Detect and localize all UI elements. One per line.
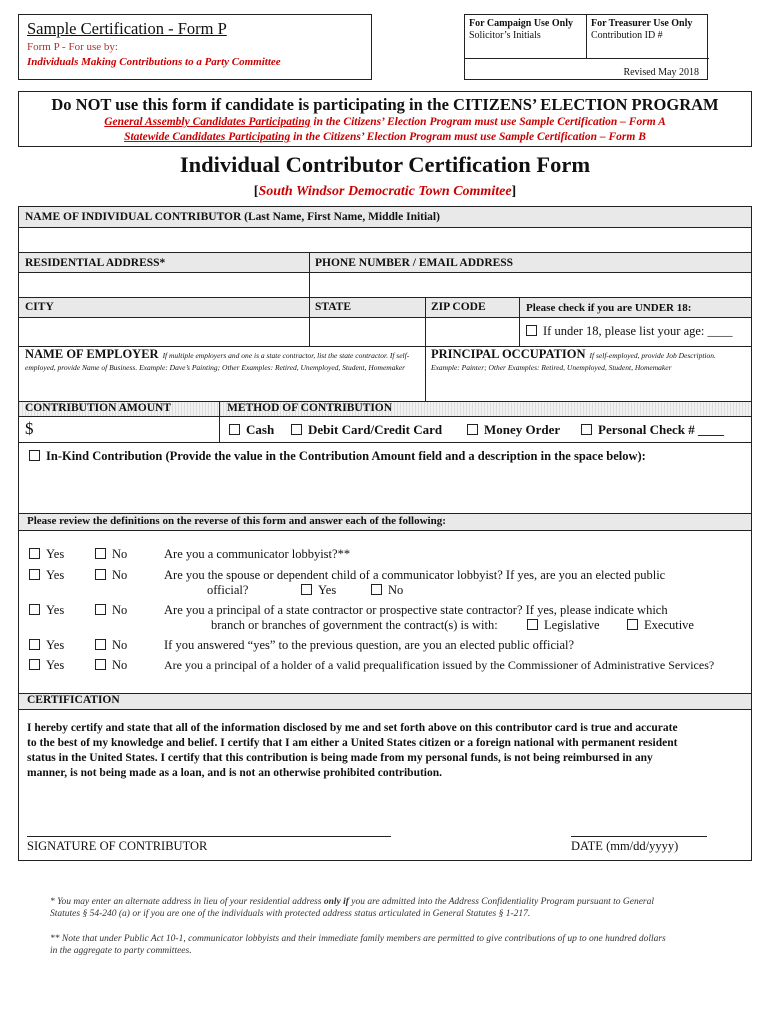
- certification-block: [19, 710, 751, 860]
- name-label: NAME OF INDIVIDUAL CONTRIBUTOR (Last Name, First Name, Middle Initial): [25, 211, 440, 223]
- yes-label: Yes: [46, 638, 65, 652]
- inkind-description-input[interactable]: [19, 467, 751, 513]
- q2-official-yes[interactable]: [301, 583, 336, 598]
- cep-notice-heading: Do NOT use this form if candidate is participating in the CITIZENS’ ELECTION PROGRAM: [51, 95, 719, 114]
- under-18-label: Please check if you are UNDER 18:: [526, 302, 692, 314]
- form-header-audience: Individuals Making Contributions to a Party Committee: [27, 56, 281, 68]
- footnote-1-line-2: Statutes § 54-240 (a) or if you are one of the individuals with protected address status articulated in General Statutes § 1-217.: [50, 909, 531, 919]
- city-label-row: [19, 298, 751, 317]
- form-b-text: in the Citizens’ Election Program must use Sample Certification – Form B: [290, 131, 646, 143]
- occupation-label: PRINCIPAL OCCUPATION: [431, 347, 586, 361]
- date-label: DATE (mm/dd/yyyy): [571, 839, 679, 853]
- campaign-use-title: For Campaign Use Only: [469, 18, 573, 29]
- employer-label-row: [19, 347, 751, 377]
- q3-executive-checkbox[interactable]: [627, 619, 638, 630]
- committee-name-line: [0, 184, 770, 200]
- inkind-label: In-Kind Contribution (Provide the value in the Contribution Amount field and a description in the space below):: [46, 449, 646, 463]
- certification-text: [27, 721, 749, 781]
- zip-label: ZIP CODE: [431, 301, 486, 313]
- q5-yes-checkbox[interactable]: [29, 659, 40, 670]
- q2-yes-checkbox[interactable]: [29, 569, 40, 580]
- card-label: Debit Card/Credit Card: [308, 422, 443, 437]
- contribution-label-row: [19, 402, 751, 416]
- under-18-checkbox[interactable]: [526, 325, 537, 336]
- occupation-input[interactable]: [426, 377, 751, 401]
- q5-no-checkbox[interactable]: [95, 659, 106, 670]
- phone-email-input[interactable]: [310, 273, 751, 297]
- address-input[interactable]: [19, 273, 309, 297]
- under-18-age-text: If under 18, please list your age: ____: [543, 324, 733, 338]
- card-checkbox[interactable]: [291, 424, 302, 435]
- q2-no-checkbox[interactable]: [95, 569, 106, 580]
- yes-label: Yes: [46, 603, 65, 617]
- q1-no[interactable]: [95, 547, 127, 562]
- revised-date: Revised May 2018: [623, 67, 699, 78]
- cash-label: Cash: [246, 422, 275, 437]
- footnote-2-line-2: in the aggregate to party committees.: [50, 946, 192, 956]
- date-input[interactable]: [571, 836, 707, 837]
- occupation-note-2: Example: Painter; Other Examples: Retired, Unemployed, Student, Homemaker: [431, 363, 672, 372]
- q2-text: Are you the spouse or dependent child of a communicator lobbyist? If yes, are you an elected public: [164, 568, 666, 582]
- q4-no[interactable]: [95, 638, 127, 653]
- treasurer-use-cell: [587, 15, 709, 59]
- q3-text: Are you a principal of a state contractor or prospective state contractor? If yes, please indicate which: [164, 603, 668, 617]
- footnote-1-post: you are admitted into the Address Confidentiality Program pursuant to General: [348, 897, 655, 907]
- name-label-row: [19, 207, 751, 227]
- employer-label: NAME OF EMPLOYER: [25, 347, 159, 361]
- yes-label: Yes: [46, 658, 65, 672]
- q1-yes-checkbox[interactable]: [29, 548, 40, 559]
- signature-input[interactable]: [27, 836, 391, 837]
- no-label: No: [112, 603, 128, 617]
- q3-legislative-checkbox[interactable]: [527, 619, 538, 630]
- occupation-note-1: If self-employed, provide Job Description.: [589, 351, 716, 360]
- solicitor-initials-field[interactable]: Solicitor’s Initials: [469, 30, 541, 41]
- state-label: STATE: [315, 301, 352, 313]
- address-label-row: [19, 253, 751, 272]
- address-inputs-row: [19, 273, 751, 297]
- form-header-title: Sample Certification - Form P: [27, 19, 227, 38]
- contribution-amount-input[interactable]: $: [25, 419, 34, 438]
- contributor-form: [18, 206, 752, 861]
- committee-name: South Windsor Democratic Town Commitee: [258, 184, 512, 199]
- method-money-order-option[interactable]: [467, 422, 560, 438]
- certification-header-row: [19, 694, 751, 709]
- treasurer-use-title: For Treasurer Use Only: [591, 18, 693, 29]
- employer-label-block: [25, 349, 419, 373]
- executive-label: Executive: [644, 618, 694, 632]
- office-use-box: [464, 14, 708, 80]
- contribution-id-field[interactable]: Contribution ID #: [591, 30, 663, 41]
- no-label: No: [112, 638, 128, 652]
- name-input[interactable]: [19, 228, 751, 252]
- footnote-1-line-1: [50, 896, 750, 908]
- cep-notice-line-2: [19, 130, 751, 145]
- campaign-use-cell: [465, 15, 587, 59]
- check-checkbox[interactable]: [581, 424, 592, 435]
- method-check-option[interactable]: [581, 422, 724, 438]
- cash-checkbox[interactable]: [229, 424, 240, 435]
- money-order-label: Money Order: [484, 422, 561, 437]
- q5-yes[interactable]: [29, 658, 64, 673]
- certification-text-line-3: status in the United States. I certify that this contribution is being made from my personal funds, is not being reimbursed in any: [27, 752, 653, 764]
- city-label: CITY: [25, 301, 54, 313]
- bracket-close: ]: [511, 184, 517, 199]
- no-label: No: [112, 658, 128, 672]
- footnote-1: [50, 896, 750, 920]
- form-a-link-text: General Assembly Candidates Participating: [104, 116, 311, 128]
- q2-no[interactable]: [95, 568, 127, 583]
- city-inputs-row: [19, 318, 751, 346]
- occupation-label-block: [431, 349, 747, 373]
- address-label: RESIDENTIAL ADDRESS*: [25, 257, 166, 269]
- phone-label: PHONE NUMBER / EMAIL ADDRESS: [315, 257, 514, 269]
- legislative-label: Legislative: [544, 618, 600, 632]
- q3-no-checkbox[interactable]: [95, 604, 106, 615]
- method-cash-option[interactable]: [229, 422, 274, 438]
- certification-label: CERTIFICATION: [27, 694, 120, 706]
- yes-label: Yes: [46, 547, 65, 561]
- method-label: METHOD OF CONTRIBUTION: [227, 402, 393, 414]
- footnote-2-line-1: ** Note that under Public Act 10-1, communicator lobbyists and their immediate family members are permitted to give contributions of up to one hundred dollars: [50, 934, 666, 944]
- cep-notice-box: [18, 91, 752, 147]
- certification-text-line-4: manner, is not being made as a loan, and is not an otherwise prohibited contribution.: [27, 767, 443, 779]
- questions-header: Please review the definitions on the reverse of this form and answer each of the following:: [27, 515, 446, 527]
- q2-official-yes-checkbox[interactable]: [301, 584, 312, 595]
- q2-official-no[interactable]: [371, 583, 403, 598]
- q2-official-no-checkbox[interactable]: [371, 584, 382, 595]
- no-label: No: [112, 547, 128, 561]
- certification-text-line-2: to the best of my knowledge and belief. I certify that I am either a United States citizen or a foreign national with permanent resident: [27, 737, 678, 749]
- method-card-option[interactable]: [291, 422, 442, 438]
- q4-no-checkbox[interactable]: [95, 639, 106, 650]
- q3-yes[interactable]: [29, 603, 64, 618]
- no-label: No: [388, 583, 404, 597]
- footnote-1-pre: * You may enter an alternate address in lieu of your residential address: [50, 897, 324, 907]
- certification-text-line-1: I hereby certify and state that all of the information disclosed by me and set forth above on this contributor card is true and accurate: [27, 722, 678, 734]
- q3-no[interactable]: [95, 603, 127, 618]
- contribution-amount-label: CONTRIBUTION AMOUNT: [25, 402, 172, 414]
- q2-yes[interactable]: [29, 568, 64, 583]
- money-order-checkbox[interactable]: [467, 424, 478, 435]
- yes-label: Yes: [318, 583, 337, 597]
- q5-no[interactable]: [95, 658, 127, 673]
- footnote-2: [50, 933, 750, 957]
- state-input[interactable]: [310, 318, 425, 346]
- q4-yes-checkbox[interactable]: [29, 639, 40, 650]
- signature-label: SIGNATURE OF CONTRIBUTOR: [27, 839, 208, 853]
- contribution-inputs-row: [19, 417, 751, 442]
- questions-header-row: [19, 514, 751, 530]
- form-a-text: in the Citizens’ Election Program must use Sample Certification – Form A: [310, 116, 666, 128]
- cep-notice-line-1: [19, 115, 751, 130]
- no-label: No: [112, 568, 128, 582]
- footnote-1-bold: only if: [323, 897, 349, 907]
- inkind-checkbox[interactable]: [29, 450, 40, 461]
- q2-text-cont: official?: [207, 583, 249, 597]
- zip-input[interactable]: [426, 318, 519, 346]
- under-18-option: [526, 324, 733, 339]
- form-title: Individual Contributor Certification Form: [179, 152, 591, 177]
- q1-no-checkbox[interactable]: [95, 548, 106, 559]
- q4-text: If you answered “yes” to the previous question, are you an elected public official?: [164, 638, 575, 652]
- q3-text-cont: branch or branches of government the contract(s) is with:: [211, 618, 498, 632]
- q3-executive[interactable]: [627, 618, 694, 633]
- bracket-open: [: [253, 184, 259, 199]
- q3-yes-checkbox[interactable]: [29, 604, 40, 615]
- form-b-link-text: Statewide Candidates Participating: [124, 131, 291, 143]
- inkind-option[interactable]: [29, 449, 646, 464]
- employer-inputs-row: [19, 377, 751, 401]
- yes-label: Yes: [46, 568, 65, 582]
- form-header-box: [18, 14, 372, 80]
- check-label: Personal Check # ____: [598, 422, 725, 437]
- employer-note-1: If multiple employers and one is a state contractor, list the state contractor. If self-: [162, 351, 410, 360]
- q5-text: Are you a principal of a holder of a valid prequalification issued by the Commissioner of Administrative Services?: [164, 658, 715, 672]
- city-input[interactable]: [19, 318, 309, 346]
- q1-text: Are you a communicator lobbyist?**: [164, 547, 351, 561]
- questions-block: [19, 531, 751, 693]
- q4-yes[interactable]: [29, 638, 64, 653]
- employer-input[interactable]: [19, 377, 425, 401]
- employer-note-2: employed, provide Name of Business. Example: Dave’s Painting; Other Examples: Retired, Unemployed, Student, Homemaker: [25, 363, 406, 372]
- inkind-row: [19, 443, 751, 513]
- form-header-subtitle: Form P - For use by:: [27, 41, 118, 53]
- q1-yes[interactable]: [29, 547, 64, 562]
- q3-legislative[interactable]: [527, 618, 600, 633]
